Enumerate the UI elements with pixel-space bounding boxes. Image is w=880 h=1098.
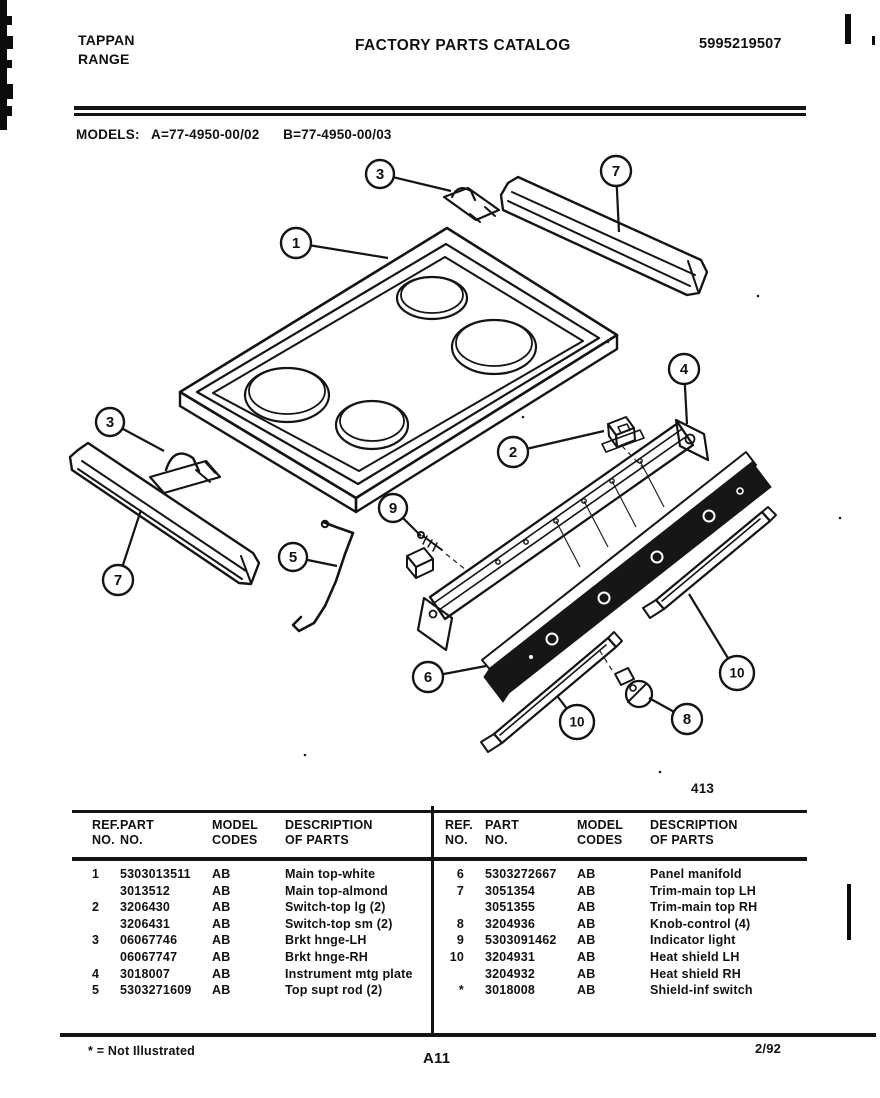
cell-codes: AB <box>577 983 596 998</box>
burner-opening <box>245 277 536 449</box>
cell-ref: 8 <box>456 916 464 931</box>
col-desc: DESCRIPTION OF PARTS <box>650 818 738 847</box>
cell-ref: * <box>458 983 464 998</box>
table-row <box>443 899 805 916</box>
parts-table-header-right <box>443 818 805 848</box>
table-row <box>80 949 428 966</box>
col-codes: MODEL CODES <box>577 818 624 847</box>
col-codes: MODEL CODES <box>212 818 259 847</box>
cell-desc: Brkt hnge-RH <box>285 949 368 964</box>
col-part: PART NO. <box>120 818 154 847</box>
table-row <box>443 932 805 949</box>
cell-part: 3204932 <box>485 966 536 981</box>
parts-table-left <box>80 866 428 999</box>
cell-desc: Brkt hnge-LH <box>285 933 367 948</box>
cell-desc: Indicator light <box>650 933 736 948</box>
indicator-light-part <box>407 532 442 578</box>
cell-ref: 2 <box>92 900 100 915</box>
cell-ref: 7 <box>456 883 464 898</box>
cell-ref: 6 <box>456 867 464 881</box>
cell-part: 5303091462 <box>485 933 557 948</box>
cell-part: 06067746 <box>120 933 178 948</box>
callout-number: 8 <box>682 711 692 729</box>
bracket-hinge-left <box>150 454 220 493</box>
cell-codes: AB <box>577 900 596 915</box>
cell-ref: 3 <box>92 933 100 948</box>
scan-speckles <box>304 295 842 774</box>
cell-codes: AB <box>577 867 596 881</box>
cell-desc: Knob-control (4) <box>650 916 751 931</box>
cell-ref: 1 <box>92 867 100 881</box>
figure-number: 413 <box>691 781 715 796</box>
cell-ref: 5 <box>92 983 100 998</box>
cell-codes: AB <box>577 949 596 964</box>
cell-codes: AB <box>577 916 596 931</box>
table-divider-vertical <box>431 806 434 1034</box>
cell-ref <box>443 899 485 916</box>
cell-codes: AB <box>577 966 596 981</box>
cell-ref: 9 <box>456 933 464 948</box>
table-rule-top <box>72 810 807 813</box>
trim-rail-top-right <box>501 177 707 295</box>
cell-part: 3018008 <box>485 983 536 998</box>
table-row <box>80 866 428 883</box>
not-illustrated-note: * = Not Illustrated <box>88 1044 195 1058</box>
trim-rail-left <box>70 443 259 584</box>
cell-desc: Switch-top lg (2) <box>285 900 386 915</box>
col-desc: DESCRIPTION OF PARTS <box>285 818 373 847</box>
cell-part: 3013512 <box>120 883 171 898</box>
revision-date: 2/92 <box>755 1041 782 1056</box>
cell-codes: AB <box>212 966 231 981</box>
cell-desc: Main top-white <box>285 867 376 881</box>
bracket-hinge-top <box>444 188 499 222</box>
cell-codes: AB <box>212 883 231 898</box>
table-row <box>80 966 428 983</box>
models-line: MODELS: A=77-4950-00/02 B=77-4950-00/03 <box>76 127 392 142</box>
cell-desc: Heat shield LH <box>650 949 740 964</box>
callout-number: 7 <box>113 572 123 590</box>
cell-part: 5303013511 <box>120 867 191 881</box>
cell-codes: AB <box>212 916 231 931</box>
cell-ref: 10 <box>449 949 464 964</box>
parts-table-header-left <box>80 818 428 848</box>
table-row <box>80 899 428 916</box>
cell-ref <box>80 916 120 933</box>
table-rule-header <box>72 857 807 861</box>
cell-part: 3204936 <box>485 916 536 931</box>
cell-part: 3204931 <box>485 949 536 964</box>
cell-desc: Heat shield RH <box>650 966 742 981</box>
table-row <box>80 916 428 933</box>
callout-number: 1 <box>291 235 301 253</box>
table-row <box>80 883 428 900</box>
cell-codes: AB <box>212 933 231 948</box>
cell-desc: Switch-top sm (2) <box>285 916 393 931</box>
cell-desc: Instrument mtg plate <box>285 966 413 981</box>
cell-desc: Trim-main top LH <box>650 883 756 898</box>
cell-part: 06067747 <box>120 949 178 964</box>
plate-holes <box>496 459 642 564</box>
cell-desc: Panel manifold <box>650 867 742 881</box>
publication-number: 5995219507 <box>699 36 782 52</box>
main-top-part <box>180 228 617 512</box>
page-title: FACTORY PARTS CATALOG <box>355 37 571 54</box>
cell-codes: AB <box>212 867 231 881</box>
page-id: A11 <box>423 1050 451 1067</box>
cell-codes: AB <box>212 949 231 964</box>
callout-number: 3 <box>105 414 115 432</box>
col-ref: REF. NO. <box>445 818 473 847</box>
cell-part: 3206430 <box>120 900 171 915</box>
cell-part: 5303272667 <box>485 867 557 881</box>
cell-part: 3051354 <box>485 883 536 898</box>
callout-number: 6 <box>423 669 433 687</box>
table-row <box>443 966 805 983</box>
table-row <box>443 883 805 900</box>
table-row <box>443 916 805 933</box>
table-row <box>443 982 805 999</box>
cell-part: 3051355 <box>485 900 536 915</box>
callout-number: 3 <box>375 166 385 184</box>
cell-ref <box>80 883 120 900</box>
parts-table-right <box>443 866 805 999</box>
top-support-rod <box>293 521 353 631</box>
table-row <box>443 866 805 883</box>
control-knob <box>615 668 652 707</box>
cell-part: 3018007 <box>120 966 171 981</box>
cell-desc: Shield-inf switch <box>650 983 753 998</box>
table-row <box>443 949 805 966</box>
cell-desc: Trim-main top RH <box>650 900 758 915</box>
cell-codes: AB <box>212 900 231 915</box>
cell-ref <box>80 949 120 966</box>
col-ref: REF. NO. <box>92 818 120 847</box>
callout-number: 2 <box>508 444 518 462</box>
cell-codes: AB <box>212 983 231 998</box>
cell-ref <box>443 966 485 983</box>
footer-rule <box>60 1033 876 1037</box>
cell-desc: Top supt rod (2) <box>285 983 383 998</box>
cell-part: 5303271609 <box>120 983 192 998</box>
callout-number: 10 <box>729 665 745 681</box>
cell-desc: Main top-almond <box>285 883 388 898</box>
cell-codes: AB <box>577 933 596 948</box>
callout-number: 5 <box>288 549 298 567</box>
table-row <box>80 932 428 949</box>
cell-part: 3206431 <box>120 916 171 931</box>
col-part: PART NO. <box>485 818 519 847</box>
callout-number: 9 <box>388 500 398 518</box>
callout-number: 7 <box>611 163 621 181</box>
cell-codes: AB <box>577 883 596 898</box>
callout-number: 4 <box>679 361 689 379</box>
callout-number: 10 <box>569 714 585 730</box>
brand-line1: TAPPAN <box>78 32 135 48</box>
table-row <box>80 982 428 999</box>
brand-line2: RANGE <box>78 51 130 67</box>
cell-ref: 4 <box>92 966 100 981</box>
